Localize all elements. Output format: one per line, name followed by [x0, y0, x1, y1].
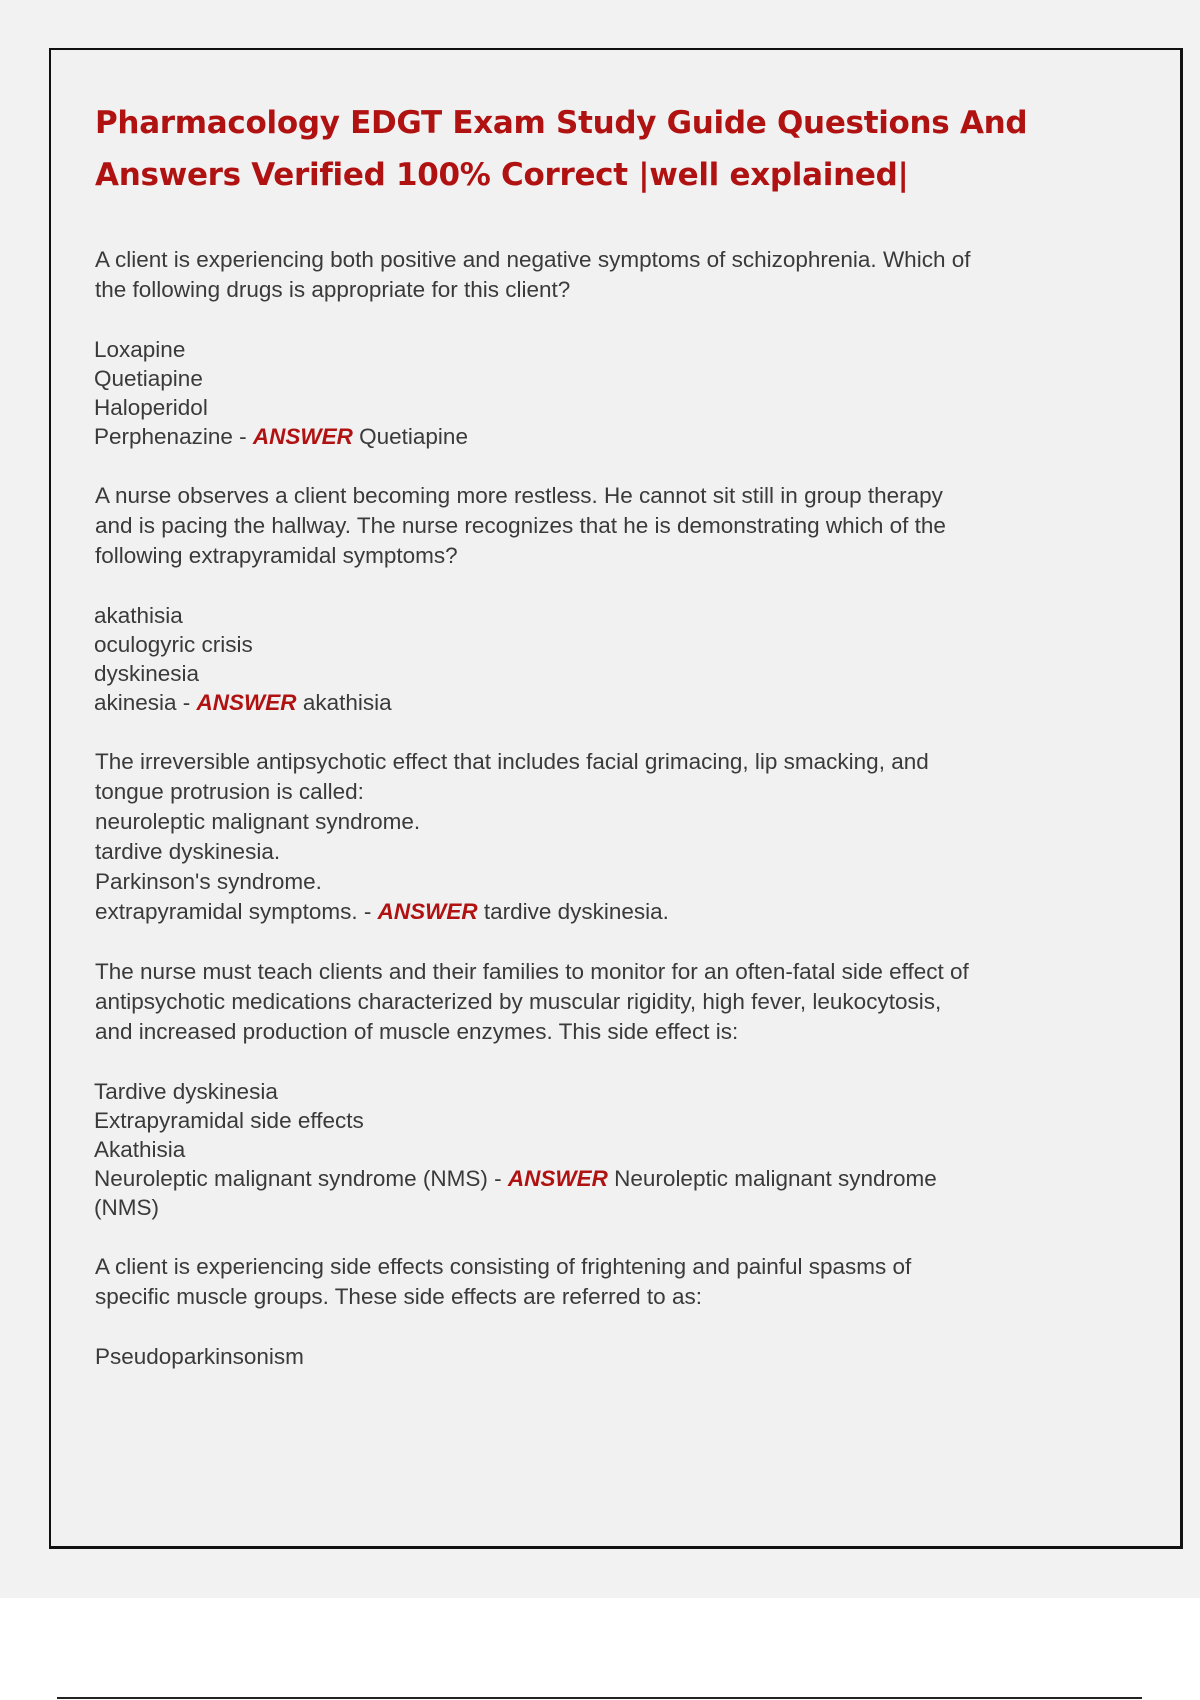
stem-line: following extrapyramidal symptoms?	[95, 543, 458, 568]
option-item: Quetiapine	[94, 366, 203, 391]
option-text: akinesia -	[94, 690, 197, 715]
option-item: tardive dyskinesia.	[95, 839, 281, 864]
question-stem	[95, 481, 1095, 571]
option-item: dyskinesia	[94, 661, 200, 686]
option-item: neuroleptic malignant syndrome.	[95, 809, 421, 834]
question-stem	[95, 747, 1095, 807]
stem-line: A nurse observes a client becoming more restless. He cannot sit still in group therapy	[95, 483, 943, 508]
option-text: Neuroleptic malignant syndrome (NMS) -	[94, 1166, 508, 1191]
page-separator-line	[57, 1697, 1142, 1699]
options-list	[95, 807, 1095, 927]
answer-label: ANSWER	[196, 690, 297, 715]
answer-text: tardive dyskinesia.	[483, 899, 669, 924]
option-text: Perphenazine -	[94, 424, 253, 449]
question-stem	[95, 1252, 1095, 1312]
option-item: Pseudoparkinsonism	[95, 1344, 304, 1369]
option-item-last	[94, 1164, 1095, 1193]
stem-line: The nurse must teach clients and their families to monitor for an often-fatal side effect of	[95, 959, 969, 984]
answer-label: ANSWER	[377, 899, 478, 924]
question-block	[95, 451, 1095, 717]
option-item: Parkinson's syndrome.	[95, 869, 322, 894]
document-title	[95, 97, 1095, 201]
option-item-last	[94, 688, 1095, 717]
title-line-1: Pharmacology EDGT Exam Study Guide Questions And	[95, 105, 1028, 141]
question-block	[95, 1222, 1095, 1371]
options-list	[94, 601, 1095, 717]
stem-line: specific muscle groups. These side effects are referred to as:	[95, 1284, 702, 1309]
question-stem	[95, 957, 1095, 1047]
option-item: oculogyric crisis	[94, 632, 253, 657]
option-item: Haloperidol	[94, 395, 208, 420]
answer-text: Quetiapine	[359, 424, 468, 449]
answer-continuation: (NMS)	[94, 1195, 159, 1220]
option-item: Loxapine	[94, 337, 186, 362]
answer-text: akathisia	[302, 690, 392, 715]
stem-line: The irreversible antipsychotic effect that includes facial grimacing, lip smacking, and	[95, 749, 929, 774]
option-item: Extrapyramidal side effects	[94, 1108, 364, 1133]
document-content	[95, 97, 1095, 1371]
question-block	[95, 245, 1095, 451]
title-line-2: Answers Verified 100% Correct |well explained|	[95, 157, 909, 193]
option-item-last	[95, 897, 1095, 927]
stem-line: A client is experiencing both positive and negative symptoms of schizophrenia. Which of	[95, 247, 971, 272]
stem-line: and increased production of muscle enzymes. This side effect is:	[95, 1019, 739, 1044]
stem-line: and is pacing the hallway. The nurse recognizes that he is demonstrating which of the	[95, 513, 946, 538]
options-list	[94, 1077, 1095, 1222]
option-text: extrapyramidal symptoms. -	[95, 899, 378, 924]
stem-line: A client is experiencing side effects consisting of frightening and painful spasms of	[95, 1254, 912, 1279]
stem-line: antipsychotic medications characterized by muscular rigidity, high fever, leukocytosis,	[95, 989, 942, 1014]
stem-line: tongue protrusion is called:	[95, 779, 364, 804]
answer-label: ANSWER	[507, 1166, 608, 1191]
question-block	[95, 717, 1095, 927]
options-list	[95, 1342, 1095, 1371]
stem-line: the following drugs is appropriate for this client?	[95, 277, 571, 302]
option-item: Tardive dyskinesia	[94, 1079, 278, 1104]
question-stem	[95, 245, 1095, 305]
option-item: akathisia	[94, 603, 183, 628]
question-block	[95, 927, 1095, 1222]
option-item: Akathisia	[94, 1137, 186, 1162]
answer-label: ANSWER	[252, 424, 353, 449]
answer-text: Neuroleptic malignant syndrome	[614, 1166, 937, 1191]
option-item-last	[94, 422, 1095, 451]
options-list	[94, 335, 1095, 451]
